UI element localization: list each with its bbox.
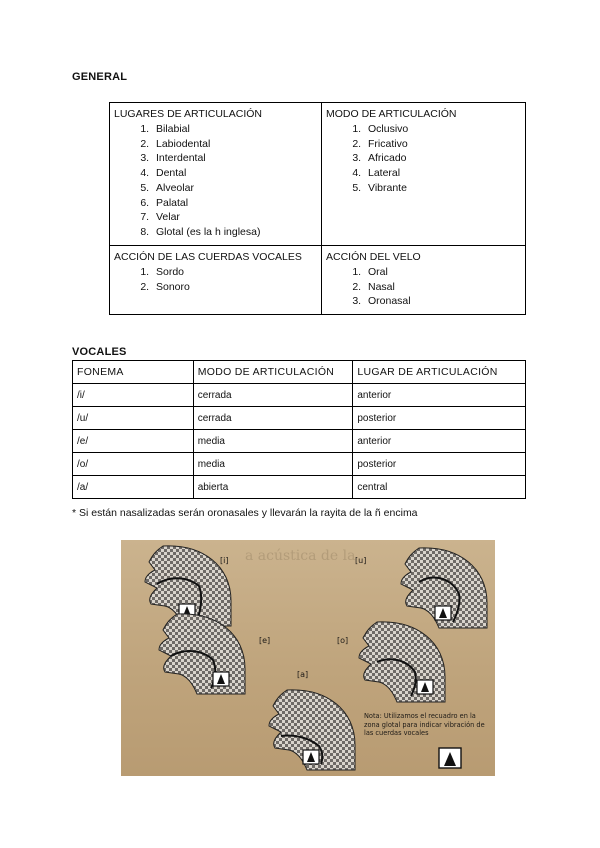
vowels-table: [72, 360, 526, 499]
cuerdas-list: [114, 265, 317, 294]
header-fonema: FONEMA: [73, 361, 194, 384]
vocal-tract-drawings: [121, 540, 495, 776]
cell-modo: [322, 103, 525, 246]
nasal-note: * Si están nasalizadas serán oronasales y llevarán la rayita de la ñ encima: [72, 507, 418, 519]
cell-lugar: anterior: [353, 430, 526, 453]
list-item: 1. Bilabial: [152, 122, 317, 137]
list-item: 7. Velar: [152, 210, 317, 225]
list-item: 1. Sordo: [152, 265, 317, 280]
cell-modo: cerrada: [193, 407, 353, 430]
table-row: [73, 384, 526, 407]
cell-modo: abierta: [193, 476, 353, 499]
list-item: 2. Labiodental: [152, 137, 317, 152]
cell-lugar: posterior: [353, 453, 526, 476]
velo-head: ACCIÓN DEL VELO: [326, 251, 421, 263]
label-u: [u]: [355, 556, 367, 565]
label-e: [e]: [259, 636, 271, 645]
list-item: 2. Fricativo: [364, 137, 521, 152]
cell-fonema: /o/: [73, 453, 194, 476]
cuerdas-head: ACCIÓN DE LAS CUERDAS VOCALES: [114, 251, 302, 263]
label-i: [i]: [220, 556, 229, 565]
list-item: 8. Glotal (es la h inglesa): [152, 225, 317, 240]
list-item: 3. Africado: [364, 151, 521, 166]
cell-fonema: /i/: [73, 384, 194, 407]
cell-fonema: /u/: [73, 407, 194, 430]
table-row: [73, 476, 526, 499]
vowel-diagram-photo: [121, 540, 495, 776]
modo-head: MODO DE ARTICULACIÓN: [326, 108, 457, 120]
table-row: [73, 453, 526, 476]
cell-modo: media: [193, 430, 353, 453]
photo-note: Nota: Utilizamos el recuadro en la zona glotal para indicar vibración de las cuerdas vocales: [364, 712, 485, 737]
head-profile-a: [269, 690, 355, 770]
list-item: 2. Sonoro: [152, 280, 317, 295]
list-item: 6. Palatal: [152, 196, 317, 211]
glottal-box-icon: [439, 748, 461, 768]
list-item: 1. Oclusivo: [364, 122, 521, 137]
list-item: 5. Alveolar: [152, 181, 317, 196]
table-row: [73, 430, 526, 453]
header-lugar: LUGAR DE ARTICULACIÓN: [353, 361, 526, 384]
lugares-list: [114, 122, 317, 240]
table-header-row: [73, 361, 526, 384]
list-item: 3. Interdental: [152, 151, 317, 166]
velo-list: [326, 265, 521, 309]
cell-lugar: central: [353, 476, 526, 499]
label-a: [a]: [297, 670, 309, 679]
head-profile-u: [401, 548, 487, 628]
vocales-title: VOCALES: [72, 346, 127, 358]
list-item: 3. Oronasal: [364, 294, 521, 309]
general-title: GENERAL: [72, 71, 128, 83]
head-profile-e: [159, 614, 245, 694]
cell-modo: cerrada: [193, 384, 353, 407]
modo-list: [326, 122, 521, 196]
cell-lugar: anterior: [353, 384, 526, 407]
lugares-head: LUGARES DE ARTICULACIÓN: [114, 108, 263, 120]
table-row: [73, 407, 526, 430]
list-item: 1. Oral: [364, 265, 521, 280]
cell-velo: [322, 246, 525, 314]
list-item: 4. Dental: [152, 166, 317, 181]
cell-lugar: posterior: [353, 407, 526, 430]
head-profile-o: [359, 622, 445, 702]
photo-watermark: a acústica de la: [245, 548, 356, 564]
label-o: [o]: [337, 636, 349, 645]
list-item: 4. Lateral: [364, 166, 521, 181]
general-table: [109, 102, 526, 315]
cell-fonema: /e/: [73, 430, 194, 453]
list-item: 2. Nasal: [364, 280, 521, 295]
list-item: 5. Vibrante: [364, 181, 521, 196]
cell-cuerdas: [110, 246, 322, 314]
cell-modo: media: [193, 453, 353, 476]
cell-lugares: [110, 103, 322, 246]
cell-fonema: /a/: [73, 476, 194, 499]
header-modo: MODO DE ARTICULACIÓN: [193, 361, 353, 384]
